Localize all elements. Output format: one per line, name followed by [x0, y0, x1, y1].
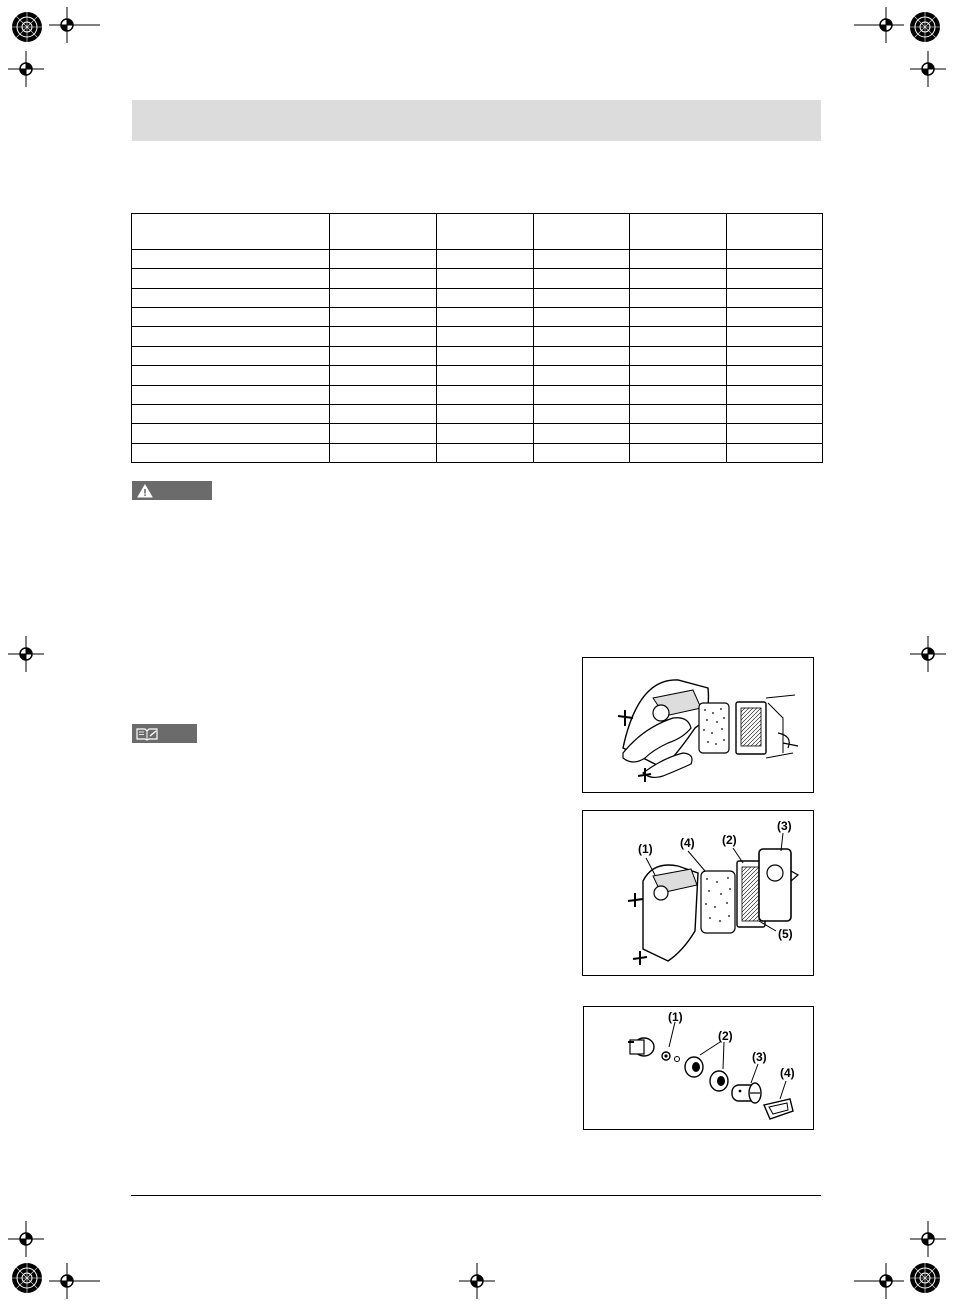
- registration-mark-icon: [868, 1263, 904, 1299]
- table-row: [132, 424, 823, 443]
- table-row: [132, 443, 823, 462]
- color-wheel-icon: [910, 1263, 940, 1293]
- section-header-bar: [132, 100, 821, 141]
- parts-exploded-illustration: [584, 1007, 813, 1129]
- color-wheel-icon: [910, 12, 940, 42]
- figure2-label-3: (3): [777, 819, 792, 833]
- registration-mark-icon: [8, 1221, 44, 1257]
- table-row: [132, 366, 823, 385]
- note-badge: [132, 724, 197, 743]
- warning-triangle-icon: [137, 484, 153, 498]
- registration-mark-icon: [49, 7, 85, 43]
- figure3-label-1: (1): [668, 1010, 683, 1024]
- figure-air-cleaner-exploded: [582, 810, 814, 976]
- table-row: [132, 404, 823, 423]
- table-row: [132, 308, 823, 327]
- figure3-label-3: (3): [752, 1050, 767, 1064]
- registration-mark-icon: [8, 51, 44, 87]
- figure3-label-2: (2): [718, 1029, 733, 1043]
- registration-mark-icon: [868, 7, 904, 43]
- figure2-label-2: (2): [722, 833, 737, 847]
- registration-mark-icon: [49, 1263, 85, 1299]
- registration-mark-icon: [8, 636, 44, 672]
- figure3-label-4: (4): [780, 1066, 795, 1080]
- air-cleaner-removal-illustration: [583, 658, 813, 792]
- figure2-label-4: (4): [680, 836, 695, 850]
- table-row: [132, 327, 823, 346]
- table-row: [132, 288, 823, 307]
- figure2-label-1: (1): [638, 842, 653, 856]
- air-cleaner-exploded-illustration: [583, 811, 813, 975]
- table-row: [132, 250, 823, 269]
- registration-mark-icon: [459, 1263, 495, 1299]
- footer-rule: [131, 1195, 821, 1196]
- figure-air-cleaner-removal: [582, 657, 814, 793]
- note-book-icon: [136, 727, 158, 741]
- table-row: [132, 346, 823, 365]
- warning-badge: [132, 481, 212, 500]
- table-row: [132, 269, 823, 288]
- color-wheel-icon: [12, 12, 42, 42]
- registration-mark-icon: [910, 51, 946, 87]
- table-row: [132, 385, 823, 404]
- figure2-label-5: (5): [778, 927, 793, 941]
- table-header-row: [132, 214, 823, 250]
- maintenance-schedule-table: [131, 213, 823, 463]
- registration-mark-icon: [910, 1221, 946, 1257]
- color-wheel-icon: [12, 1263, 42, 1293]
- registration-mark-icon: [910, 636, 946, 672]
- figure-parts-exploded: [583, 1006, 814, 1130]
